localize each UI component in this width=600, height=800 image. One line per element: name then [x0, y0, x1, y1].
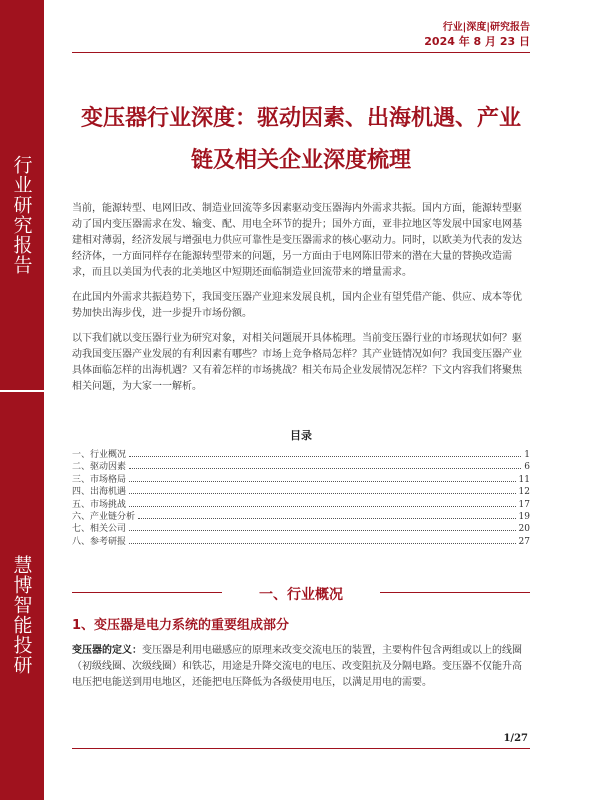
definition-text: 变压器是利用电磁感应的原理来改变交流电压的装置，主要构件包含两组或以上的线圈（初级线圈、次级线圈）和铁芯，用途是升降交流电的电压、改变阻抗及分隔电路。变压器不仅能升高电压把电能送到用电地区，还能把电压降低为各级使用电压，以满足用电的需要。: [72, 645, 522, 688]
toc-entry-page: 20: [518, 524, 530, 535]
toc-leader-dots: [129, 456, 521, 457]
toc-title: 目录: [290, 429, 312, 442]
toc-entry-label: 三、市场格局: [72, 474, 127, 485]
section-heading: 一、行业概况: [259, 587, 343, 603]
toc-leader-dots: [129, 468, 521, 469]
report-title: 变压器行业深度：驱动因素、出海机遇、产业链及相关企业深度梳理: [80, 106, 521, 173]
subsection-heading: 1、变压器是电力系统的重要组成部分: [72, 618, 290, 633]
definition-term: 变压器的定义：: [72, 645, 142, 656]
toc-entry-label: 四、出海机遇: [72, 487, 127, 498]
header-divider: [72, 52, 530, 53]
toc-entry-page: 17: [518, 499, 530, 510]
toc-leader-dots: [129, 493, 516, 494]
toc-entry-page: 19: [518, 511, 530, 522]
intro-paragraph: 当前，能源转型、电网旧改、制造业回流等多因素驱动变压器海内外需求共振。国内方面，能源转型驱动了国内变压器需求在发、输变、配、用电全环节的提升；国外方面，亚非拉地区等发展中国家电网基建相对薄弱，经济发展与增强电力供应可靠性是变压器需求的核心驱动力。同时，以欧美为代表的发达经济体，一方面同样存在能源转型带来的问题，另一方面由于电网陈旧带来的潜在大量的替换改造需求，而且以美国为代表的北美地区中短期还面临制造业回流带来的增量需求。: [72, 203, 522, 278]
toc-entry[interactable]: [72, 497, 530, 509]
toc-entry-label: 一、行业概况: [72, 450, 127, 460]
toc-entry-page: 6: [524, 462, 530, 473]
toc-entry[interactable]: [72, 459, 530, 471]
report-tags: 行业|深度|研究报告: [442, 22, 530, 33]
toc-entry-label: 七、相关公司: [72, 524, 127, 535]
intro-paragraph: 以下我们就以变压器行业为研究对象，对相关问题展开具体梳理。当前变压器行业的市场现状如何？驱动我国变压器产业发展的有利因素有哪些？市场上竞争格局怎样？其产业链情况如何？我国变压器产业具体面临怎样的出海机遇？又有着怎样的市场挑战？相关布局企业发展情况怎样？下文内容我们将聚焦相关问题，为大家一一解析。: [72, 333, 522, 392]
toc-entry[interactable]: [72, 472, 530, 484]
section-heading-block: [72, 576, 530, 606]
toc-entry[interactable]: [72, 521, 530, 533]
toc-entry-page: 27: [518, 536, 530, 547]
toc-entry[interactable]: [72, 447, 530, 459]
toc-leader-dots: [129, 481, 516, 482]
toc-entry-label: 二、驱动因素: [72, 462, 127, 473]
table-of-contents: [72, 447, 530, 546]
intro-section: [72, 201, 530, 404]
toc-entry-page: 11: [518, 474, 530, 485]
toc-entry-label: 八、参考研报: [72, 536, 127, 547]
sidebar-divider: [0, 390, 44, 392]
intro-paragraph: 在此国内外需求共振趋势下，我国变压器产业迎来发展良机，国内企业有望凭借产能、供应、成本等优势加快出海步伐，进一步提升市场份额。: [72, 292, 522, 319]
toc-entry-page: 1: [524, 450, 530, 460]
toc-entry[interactable]: [72, 509, 530, 521]
toc-leader-dots: [129, 506, 516, 507]
sidebar-band: [0, 0, 44, 800]
toc-leader-dots: [129, 543, 516, 544]
sidebar-label-report-type: 行业研究报告: [10, 155, 33, 275]
toc-leader-dots: [129, 530, 516, 531]
toc-entry-label: 六、产业链分析: [72, 511, 136, 522]
toc-entry[interactable]: [72, 484, 530, 496]
toc-entry-label: 五、市场挑战: [72, 499, 127, 510]
footer-divider: [72, 748, 530, 749]
section-rule-right: [380, 592, 530, 593]
page-number: 1/27: [503, 733, 528, 744]
toc-leader-dots: [138, 518, 516, 519]
report-date: 2024 年 8 月 23 日: [424, 35, 530, 48]
definition-paragraph: [72, 643, 530, 691]
toc-entry-page: 12: [518, 487, 530, 498]
sidebar-label-brand: 慧博智能投研: [10, 555, 33, 675]
toc-entry[interactable]: [72, 534, 530, 546]
section-rule-left: [72, 592, 222, 593]
